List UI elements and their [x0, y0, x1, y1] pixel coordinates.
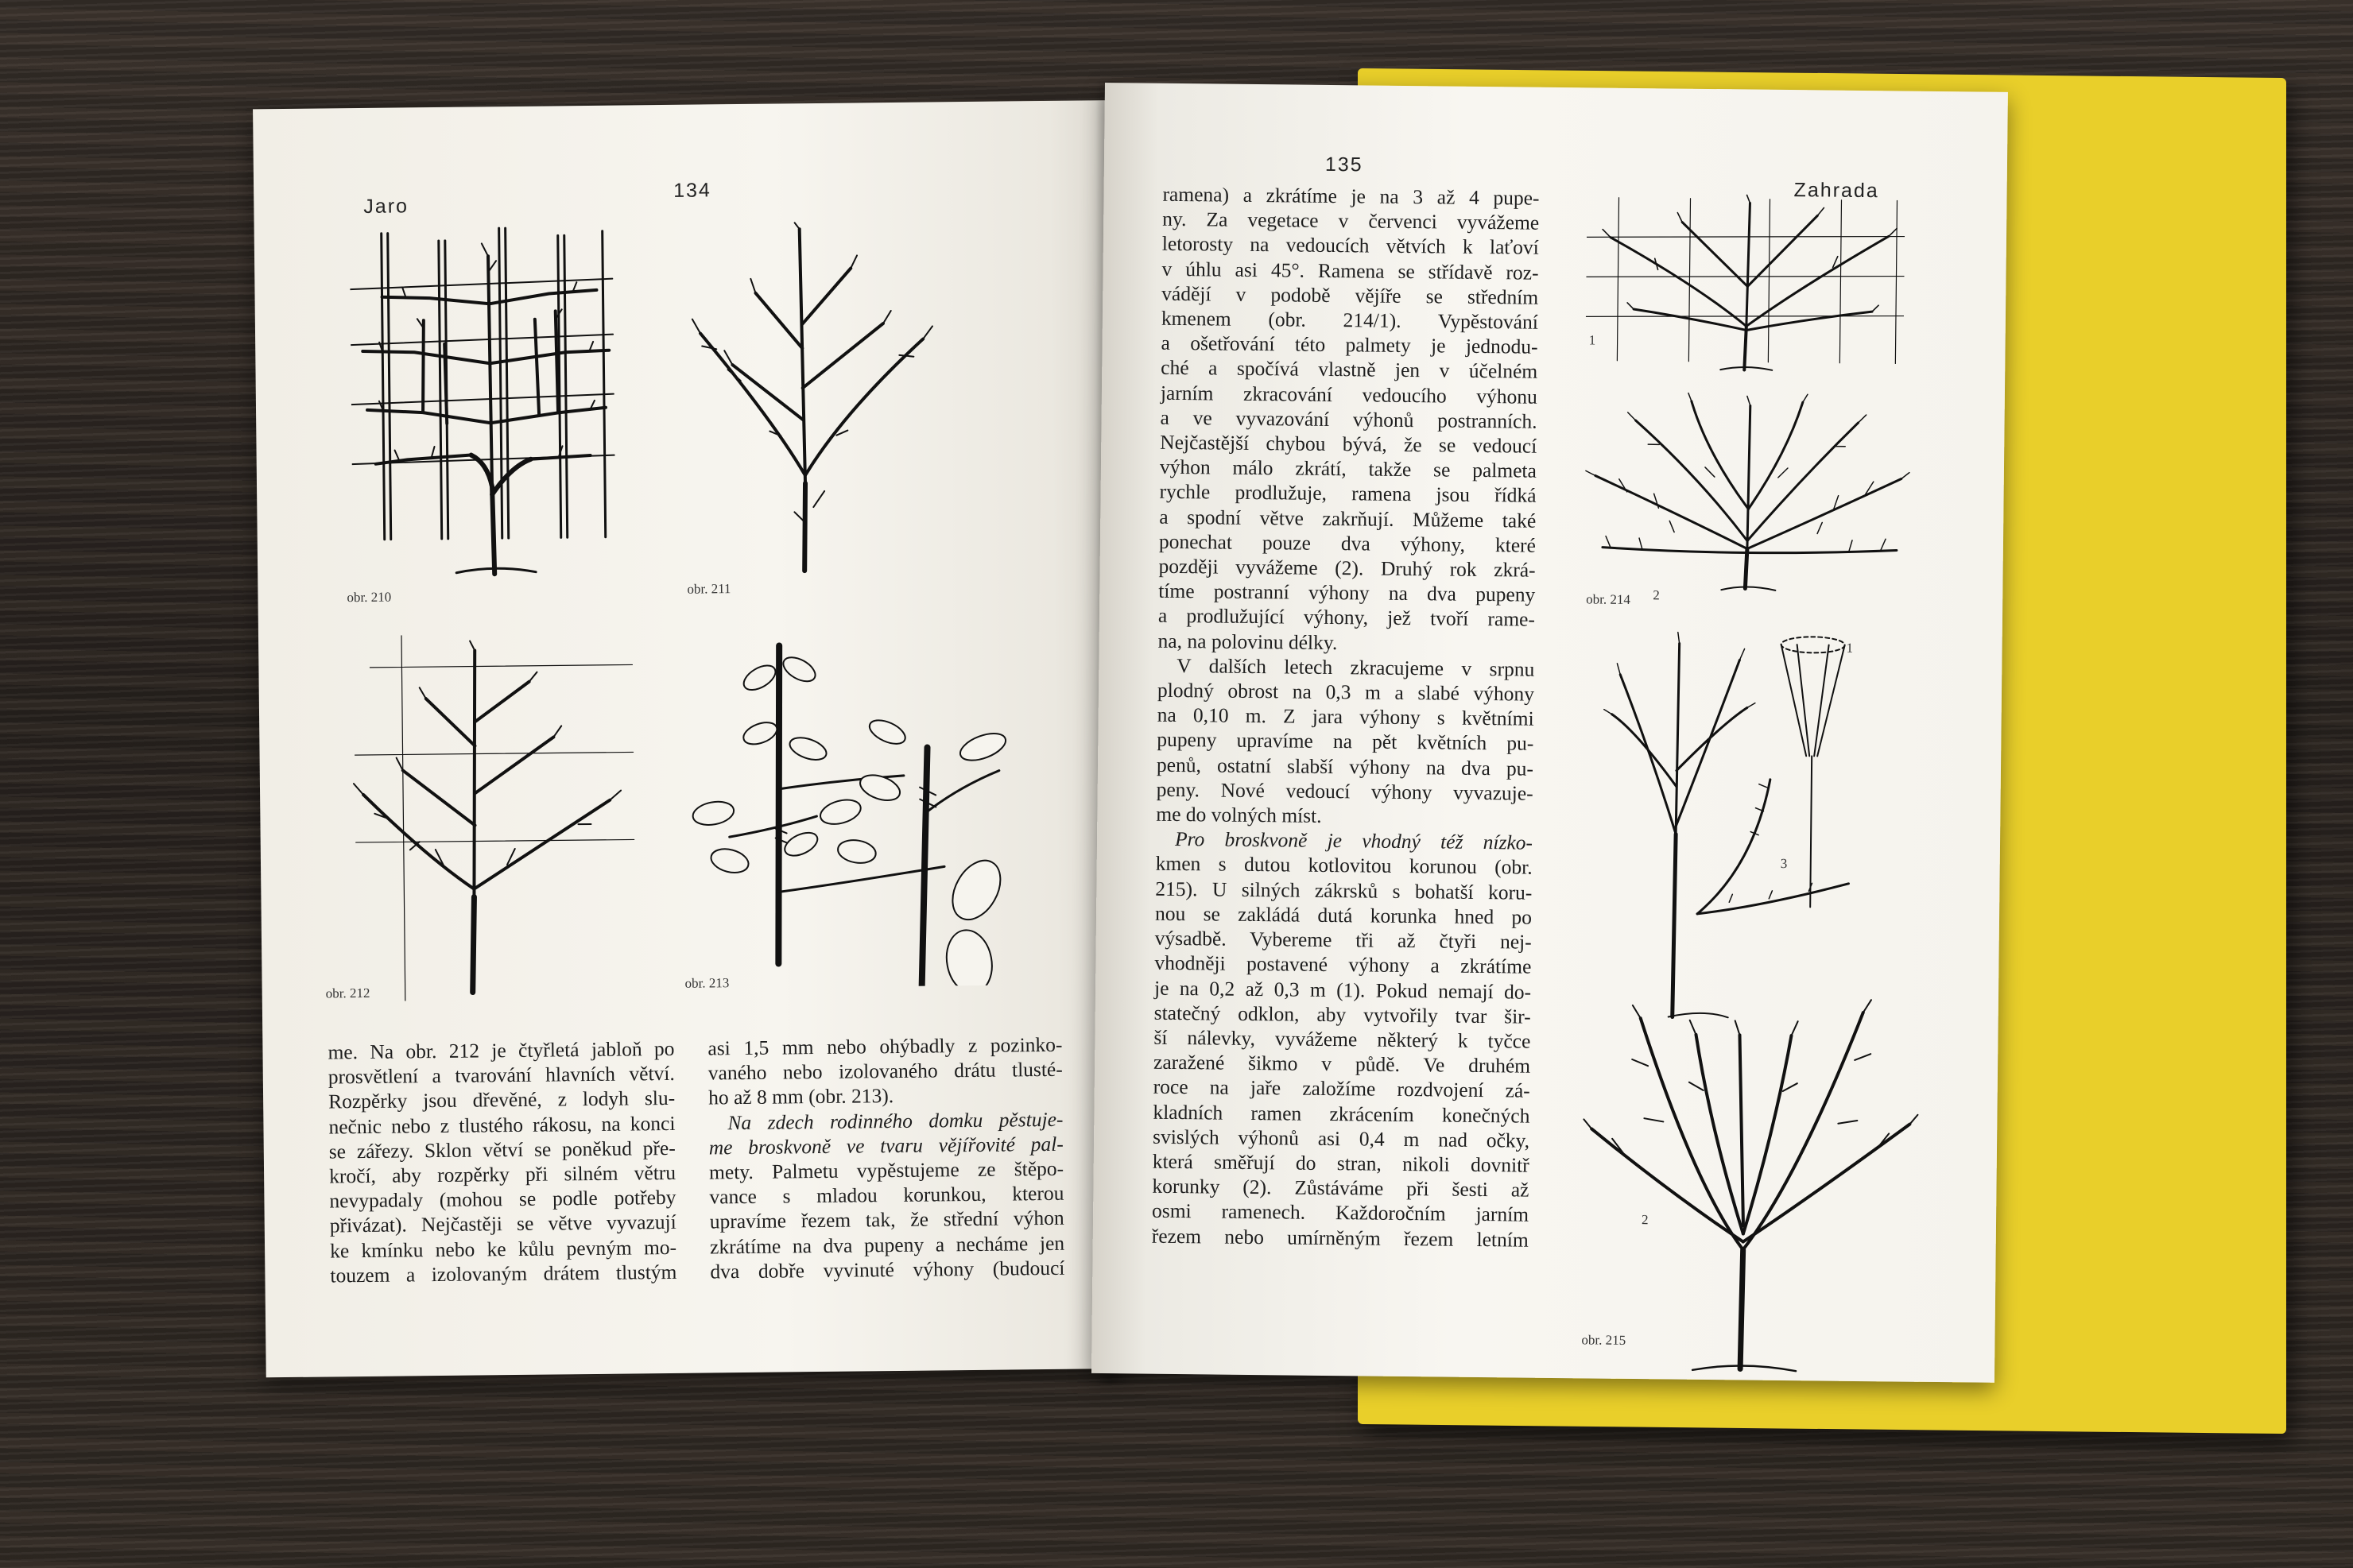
page-number-left: 134	[673, 179, 712, 202]
text-line: 215). U silných zákrsků s bohatší koru-	[1155, 877, 1533, 904]
text-line: zaražené šikmo v půdě. Ve druhém	[1153, 1050, 1531, 1078]
text-line: Nejčastější chybou bývá, že se vedoucí	[1160, 430, 1537, 458]
text-line: zkrátíme na dva pupeny a necháme jen	[709, 1231, 1065, 1259]
text-line: ny. Za vegetace v červenci vyvážeme	[1162, 207, 1540, 234]
text-line: svislých výhonů asi 0,4 m nad očky,	[1152, 1125, 1530, 1152]
left-text-column-1	[328, 1036, 676, 1288]
text-line: mety. Palmetu vypěstujeme ze štěpo-	[708, 1156, 1064, 1184]
text-line: Pro broskvoně je vhodný též nízko-	[1174, 827, 1533, 854]
text-line: prosvětlení a tvarování hlavních větví.	[328, 1062, 675, 1089]
figure-211-open-tree	[684, 219, 950, 587]
caption-211: obr. 211	[687, 581, 731, 597]
text-line: a prodlužující výhony, jež tvoří rame-	[1157, 604, 1536, 632]
text-line: je na 0,2 až 0,3 m (1). Pokud nemají do-	[1153, 976, 1532, 1004]
fig-label-215-1: 1	[1846, 640, 1854, 656]
caption-215: obr. 215	[1581, 1332, 1626, 1348]
text-line: ho až 8 mm (obr. 213).	[707, 1084, 894, 1109]
text-line: vaného nebo izolovaného drátu tlusté-	[707, 1057, 1063, 1085]
figure-215-2-vase-crown	[1573, 985, 1927, 1379]
text-line: a spodní větve zakrňují. Můžeme také	[1159, 505, 1537, 532]
text-line: ke kmínku nebo ke kůlu pevným mo-	[329, 1235, 677, 1263]
text-line: nou se zakládá dutá korunka hned po	[1154, 901, 1533, 929]
text-line: kladních ramen zkrácením konečných	[1153, 1100, 1530, 1128]
text-line: Na zdech rodinného domku pěstuje-	[727, 1107, 1064, 1134]
right-text-column	[1152, 182, 1540, 1252]
text-line: výhon málo zkrátí, takže se palmeta	[1159, 455, 1537, 482]
text-line: později vyvážeme (2). Druhý rok zkrá-	[1158, 554, 1536, 582]
text-line: ramena) a zkrátíme je na 3 až 4 pupe-	[1162, 182, 1540, 210]
text-line: plodný obrost na 0,3 m a slabé výhony	[1157, 678, 1535, 706]
text-line: rychle prodlužuje, ramena jsou řídká	[1159, 480, 1537, 508]
text-line: roce na jaře založíme rozdvojení zá-	[1153, 1075, 1530, 1102]
text-line: ponechat pouze dva výhony, které	[1158, 529, 1537, 557]
running-head-right: Zahrada	[1793, 179, 1879, 203]
text-line: penů, ostatní slabší výhony na dva pu-	[1156, 753, 1534, 780]
text-line: ší nálevky, vyvážeme některý k tyčce	[1153, 1025, 1531, 1053]
text-line: kmenem (obr. 214/1). Vypěstování	[1161, 306, 1539, 334]
text-line: nevypadaly (mohou se podle potřeby	[329, 1186, 676, 1213]
text-line: vhodněji postavené výhony a zkrátíme	[1154, 951, 1532, 978]
open-book	[253, 73, 2081, 1440]
fig-label-214-2: 2	[1653, 587, 1660, 603]
text-line: a ve vyvazování výhonů postranních.	[1160, 405, 1537, 433]
text-line: výsadbě. Vybereme tři až čtyři nej-	[1154, 926, 1532, 954]
caption-212: obr. 212	[325, 985, 370, 1001]
figure-213-leafy-shoot-ties	[680, 627, 1018, 988]
left-text-column-2	[707, 1032, 1064, 1284]
text-line: me. Na obr. 212 je čtyřletá jabloň po	[328, 1036, 675, 1064]
running-head-left: Jaro	[363, 195, 409, 218]
text-line: se zářezy. Sklon větví se poněkud pře-	[328, 1136, 676, 1163]
text-line: vance s mladou korunkou, kterou	[709, 1182, 1064, 1209]
text-line: Rozpěrky jsou dřevěné, z lodyh slu-	[328, 1086, 676, 1113]
figure-215-1-young-tree	[1585, 626, 1875, 1027]
text-line: na, na polovinu délky.	[1157, 629, 1338, 654]
text-line: ché a spočívá vlastně jen v účelném	[1161, 356, 1538, 384]
caption-213: obr. 213	[684, 975, 730, 991]
text-line: kročí, aby rozpěrky při silném větru	[328, 1160, 676, 1188]
right-page	[1091, 83, 2008, 1383]
text-line: tíme postranní výhony na dva pupeny	[1158, 579, 1536, 606]
text-line: touzem a izolovaným drátem tlustým	[330, 1260, 677, 1287]
text-line: v úhlu asi 45°. Ramena se střídavě roz-	[1161, 257, 1539, 285]
text-line: dva dobře vyvinuté výhony (budoucí	[710, 1256, 1065, 1283]
caption-210: obr. 210	[347, 589, 392, 606]
figure-214-1-fan-palmette-trellis	[1585, 189, 1905, 383]
caption-214: obr. 214	[1586, 591, 1631, 607]
text-line: me do volných míst.	[1156, 802, 1322, 827]
fig-label-214-1: 1	[1588, 332, 1596, 348]
text-line: statečný odklon, aby vytvořily tvar šir-	[1153, 1001, 1531, 1028]
left-page	[253, 100, 1131, 1377]
fig-label-215-3: 3	[1780, 855, 1788, 872]
text-line: na 0,10 m. Z jara výhony s květními	[1157, 703, 1534, 730]
text-line: upravíme řezem tak, že střední výhon	[709, 1206, 1064, 1233]
text-line: jarním zkracování vedoucího výhonu	[1160, 381, 1538, 408]
text-line: me broskvoně ve tvaru vějířovité pal-	[708, 1132, 1064, 1160]
text-line: korunky (2). Zůstáváme při šesti až	[1152, 1174, 1529, 1202]
fig-label-215-2: 2	[1641, 1212, 1649, 1228]
text-line: kmen s dutou kotlovitou korunou (obr.	[1155, 852, 1533, 880]
text-line: peny. Nové vedoucí výhony vyvazuje-	[1156, 777, 1533, 805]
text-line: přivázat). Nejčastěji se větve vyvazují	[329, 1210, 676, 1237]
text-line: řezem nebo umírněným řezem letním	[1151, 1224, 1529, 1252]
text-line: vádějí v podobě vějíře se středním	[1161, 281, 1539, 309]
text-line: osmi ramenech. Každoročním jarním	[1151, 1199, 1529, 1226]
figure-210-espalier-trellis	[350, 223, 624, 592]
text-line: asi 1,5 mm nebo ohýbadly z pozinko-	[707, 1032, 1063, 1060]
text-line: a ošetřování této palmety je jednodu-	[1161, 331, 1538, 358]
text-line: letorosty na vedoucích větvích k laťoví	[1161, 232, 1540, 260]
figure-212-apple-tree-spreaders	[338, 633, 644, 1001]
figure-214-2-dense-fan-crown	[1578, 388, 1914, 598]
text-line: pupeny upravíme na pět květních pu-	[1157, 728, 1534, 756]
text-line: nečnic nebo z tlustého rákosu, na konci	[328, 1111, 676, 1139]
text-line: která směřují do stran, nikoli dovnitř	[1152, 1149, 1529, 1177]
text-line: V dalších letech zkracujeme v srpnu	[1176, 653, 1535, 681]
page-number-right: 135	[1324, 153, 1363, 176]
